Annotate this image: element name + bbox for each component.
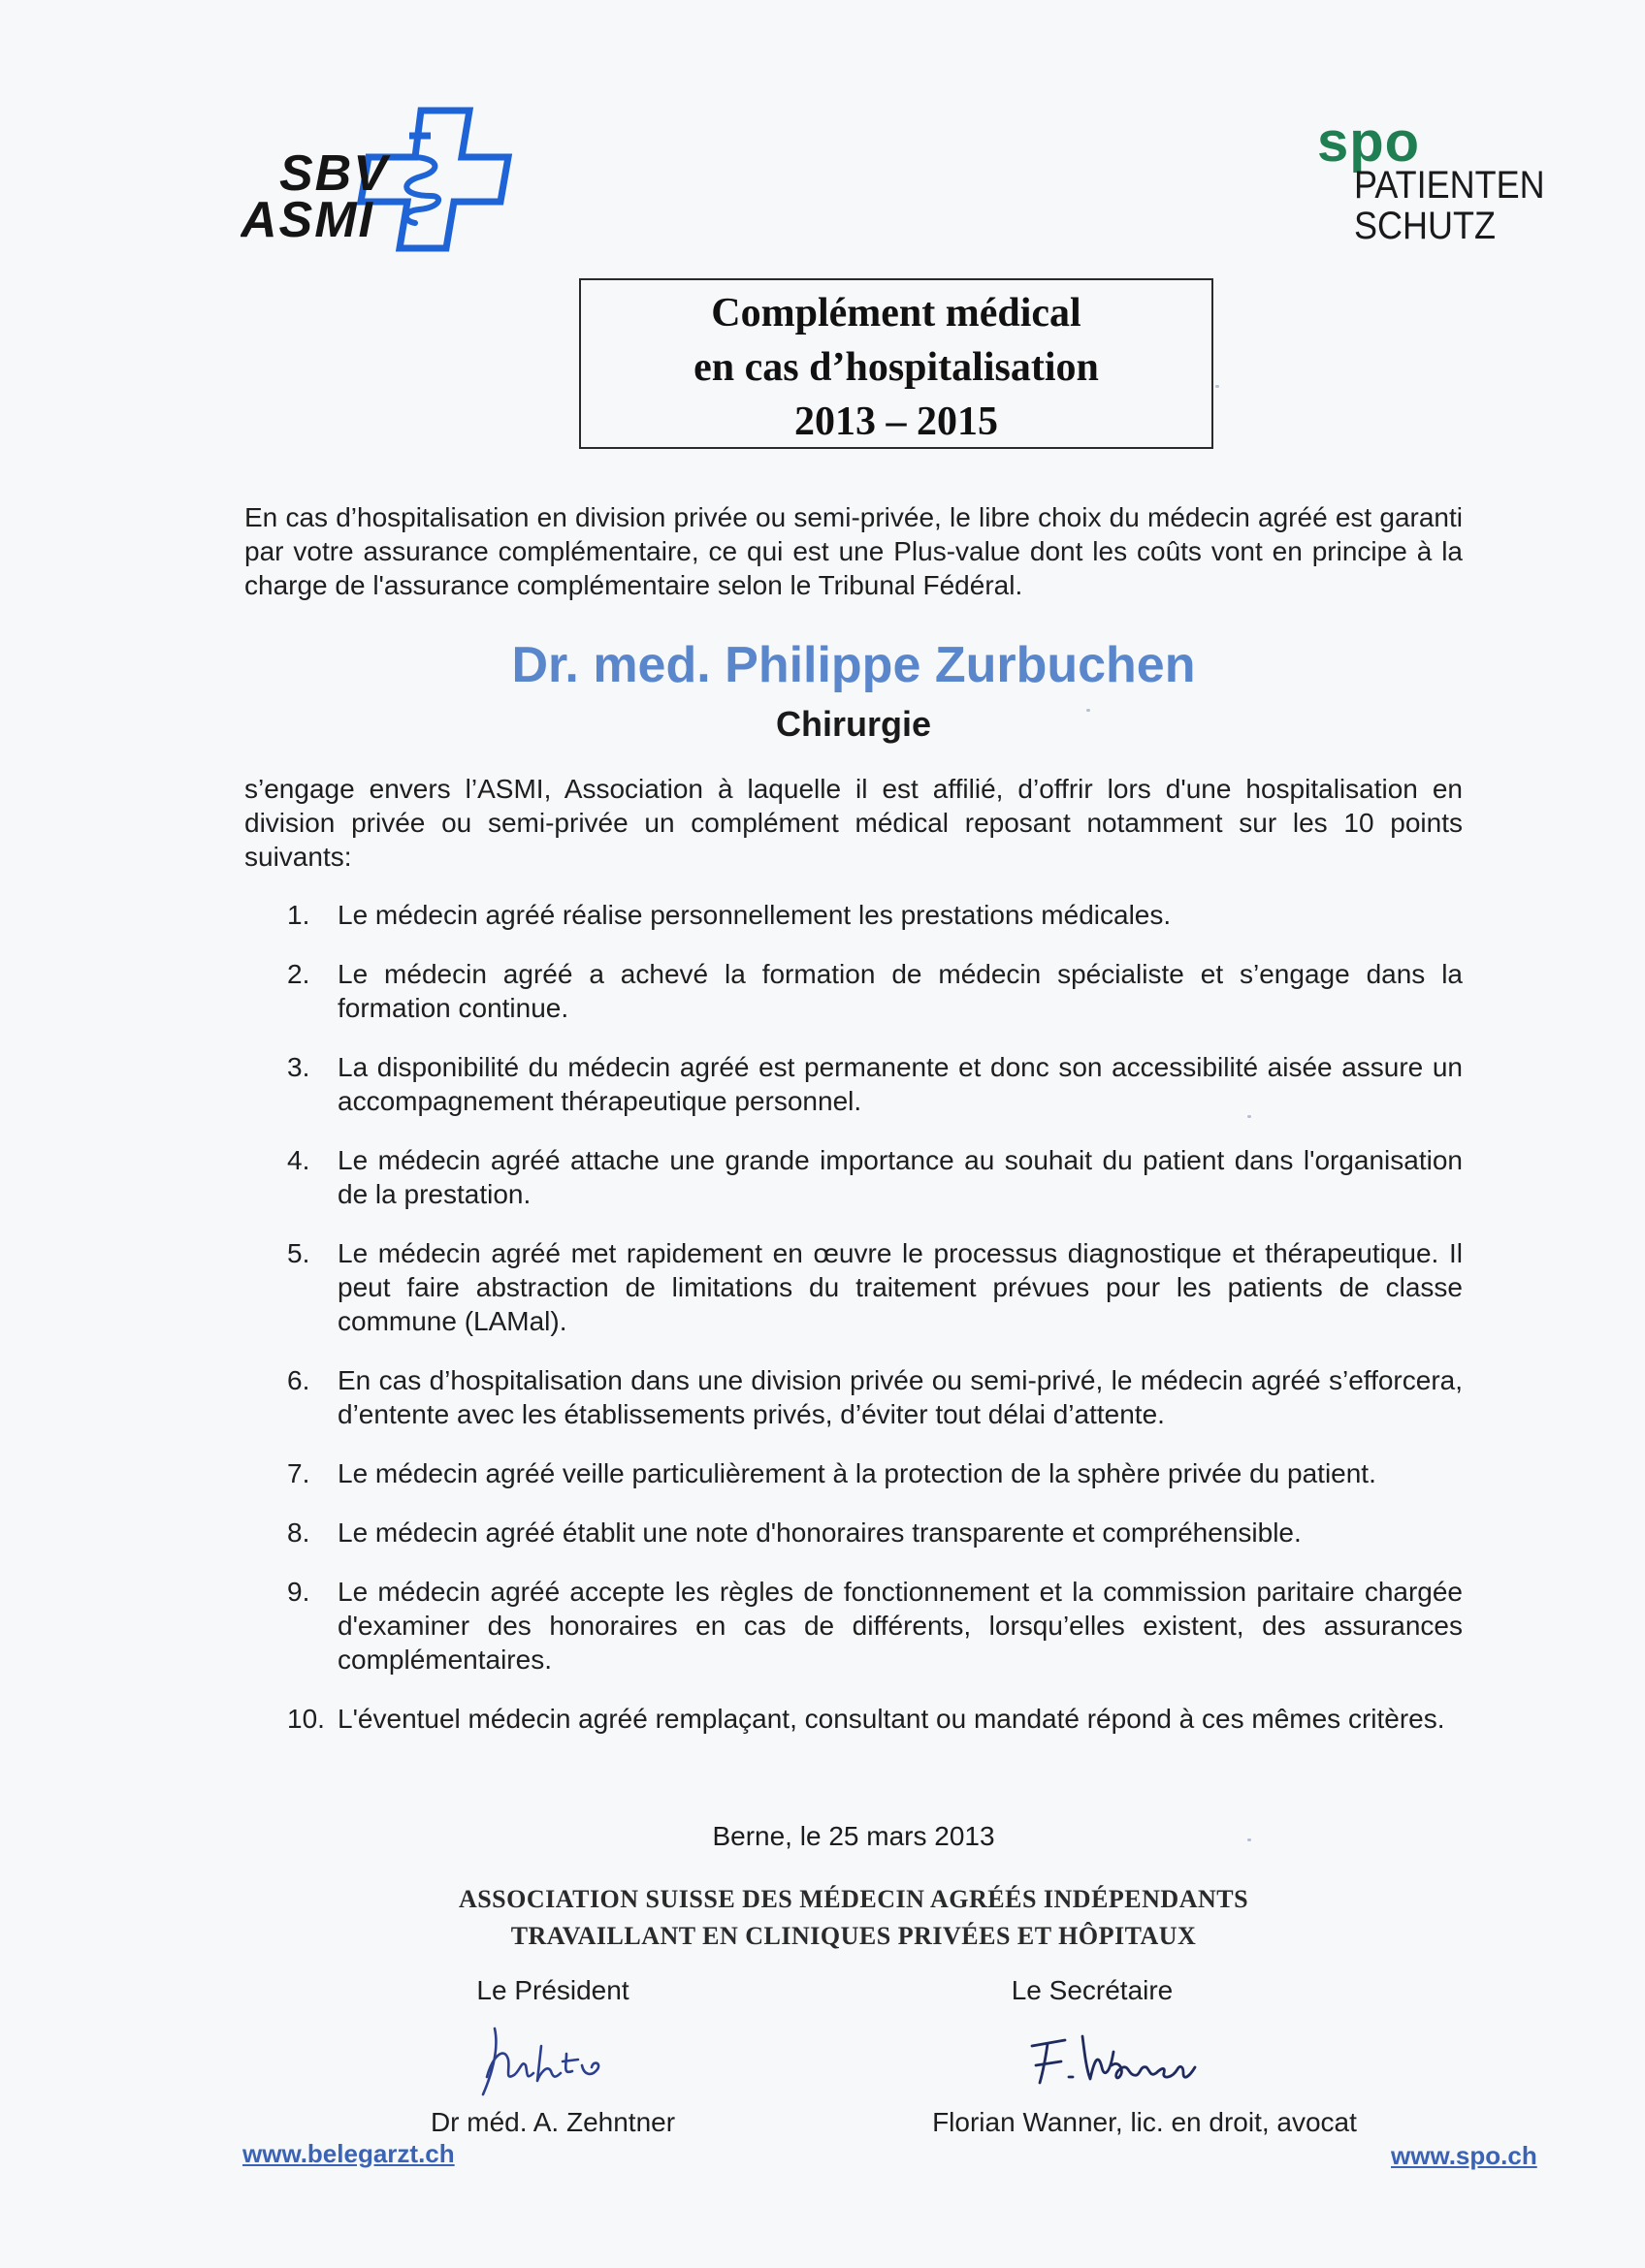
list-item (287, 1575, 1463, 1677)
spo-logo-mark: spo (1317, 111, 1421, 174)
list-item (287, 957, 1463, 1025)
list-item-number: 1. (287, 900, 310, 930)
sbv-asmi-logo (241, 107, 541, 252)
list-item-number: 7. (287, 1458, 310, 1488)
doctor-specialty: Chirurgie (775, 704, 931, 744)
scan-speck (1086, 709, 1090, 712)
logo-text-sbv: SBV (279, 145, 389, 202)
secretary-role: Le Secrétaire (1011, 1975, 1174, 2005)
scan-speck (1215, 385, 1219, 388)
title-line-1: Complément médical (711, 291, 1081, 335)
list-item-text: Le médecin agréé veille particulièrement à la protection de la sphère privée du patient. (338, 1458, 1376, 1488)
list-item-number: 5. (287, 1238, 310, 1268)
title-line-3: 2013 – 2015 (794, 399, 998, 444)
list-item-text: Le médecin agréé a achevé la formation de médecin spécialiste et s’engage dans la formation continue. (338, 959, 1463, 1023)
list-item-text: Le médecin agréé accepte les règles de fonctionnement et la commission paritaire chargée d'examiner des honoraires en cas de différents, lorsqu’elles existent, des assurances complémentaires. (338, 1577, 1463, 1675)
logo-text-asmi: ASMI (241, 192, 374, 248)
secretary-name: Florian Wanner, lic. en droit, avocat (932, 2107, 1357, 2137)
association-name-line1: ASSOCIATION SUISSE DES MÉDECIN AGRÉÉS INDÉPENDANTS (458, 1885, 1249, 1913)
list-item (287, 1363, 1463, 1431)
list-item (287, 898, 1463, 932)
list-item-number: 10. (287, 1704, 325, 1734)
document-title-box (579, 278, 1213, 449)
list-item (287, 1456, 1463, 1490)
intro-paragraph: En cas d’hospitalisation en division privée ou semi-privée, le libre choix du médecin agréé est garanti par votre assurance complémentaire, ce qui est une Plus-value dont les coûts vont en principe à la charge de l'assurance complémentaire selon le Tribunal Fédéral. (244, 502, 1463, 600)
points-list (287, 898, 1463, 1761)
spo-logo-line1: PATIENTEN (1354, 164, 1545, 207)
president-signature (466, 2017, 640, 2104)
sbv-asmi-logo-graphic (241, 107, 541, 252)
scan-speck (1247, 1838, 1251, 1841)
list-item-number: 3. (287, 1052, 310, 1082)
list-item-number: 9. (287, 1577, 310, 1607)
scan-speck (1247, 1115, 1251, 1118)
doctor-name: Dr. med. Philippe Zurbuchen (511, 637, 1196, 693)
list-item-text: L'éventuel médecin agréé remplaçant, consultant ou mandaté répond à ces mêmes critères. (338, 1704, 1445, 1734)
spo-logo-line2: SCHUTZ (1354, 205, 1496, 247)
list-item-text: Le médecin agréé réalise personnellement les prestations médicales. (338, 900, 1172, 930)
list-item-text: Le médecin agréé établit une note d'honoraires transparente et compréhensible. (338, 1517, 1302, 1548)
list-item-number: 8. (287, 1517, 310, 1548)
list-item-number: 6. (287, 1365, 310, 1395)
president-role: Le Président (476, 1975, 629, 2005)
belegarzt-website-link[interactable]: www.belegarzt.ch (242, 2139, 455, 2168)
list-item (287, 1516, 1463, 1549)
list-item-text: La disponibilité du médecin agréé est permanente et donc son accessibilité aisée assure un accompagnement thérapeutique personnel. (338, 1052, 1463, 1116)
list-item (287, 1236, 1463, 1338)
list-item-text: Le médecin agréé met rapidement en œuvre le processus diagnostique et thérapeutique. Il peut faire abstraction de limitations du traitement prévues pour les patients de classe commune (LAMal). (338, 1238, 1463, 1336)
list-item (287, 1143, 1463, 1211)
list-item (287, 1050, 1463, 1118)
spo-website-link[interactable]: www.spo.ch (1391, 2141, 1537, 2170)
association-name-line2: TRAVAILLANT EN CLINIQUES PRIVÉES ET HÔPITAUX (510, 1922, 1197, 1950)
engagement-paragraph: s’engage envers l’ASMI, Association à laquelle il est affilié, d’offrir lors d'une hospitalisation en division privée ou semi-privée un complément médical reposant notamment sur les 10 points suivants: (244, 774, 1463, 872)
secretary-signature (1018, 2023, 1212, 2100)
president-name: Dr méd. A. Zehntner (430, 2107, 676, 2137)
list-item-number: 2. (287, 959, 310, 989)
list-item-text: Le médecin agréé attache une grande importance au souhait du patient dans l'organisation de la prestation. (338, 1145, 1463, 1209)
date-line: Berne, le 25 mars 2013 (712, 1821, 995, 1851)
title-line-2: en cas d’hospitalisation (693, 345, 1099, 390)
spo-logo (1317, 111, 1569, 260)
list-item-number: 4. (287, 1145, 310, 1175)
list-item-text: En cas d’hospitalisation dans une division privée ou semi-privé, le médecin agréé s’efforcera, d’entente avec les établissements privés, d’éviter tout délai d’attente. (338, 1365, 1463, 1429)
list-item (287, 1702, 1463, 1736)
